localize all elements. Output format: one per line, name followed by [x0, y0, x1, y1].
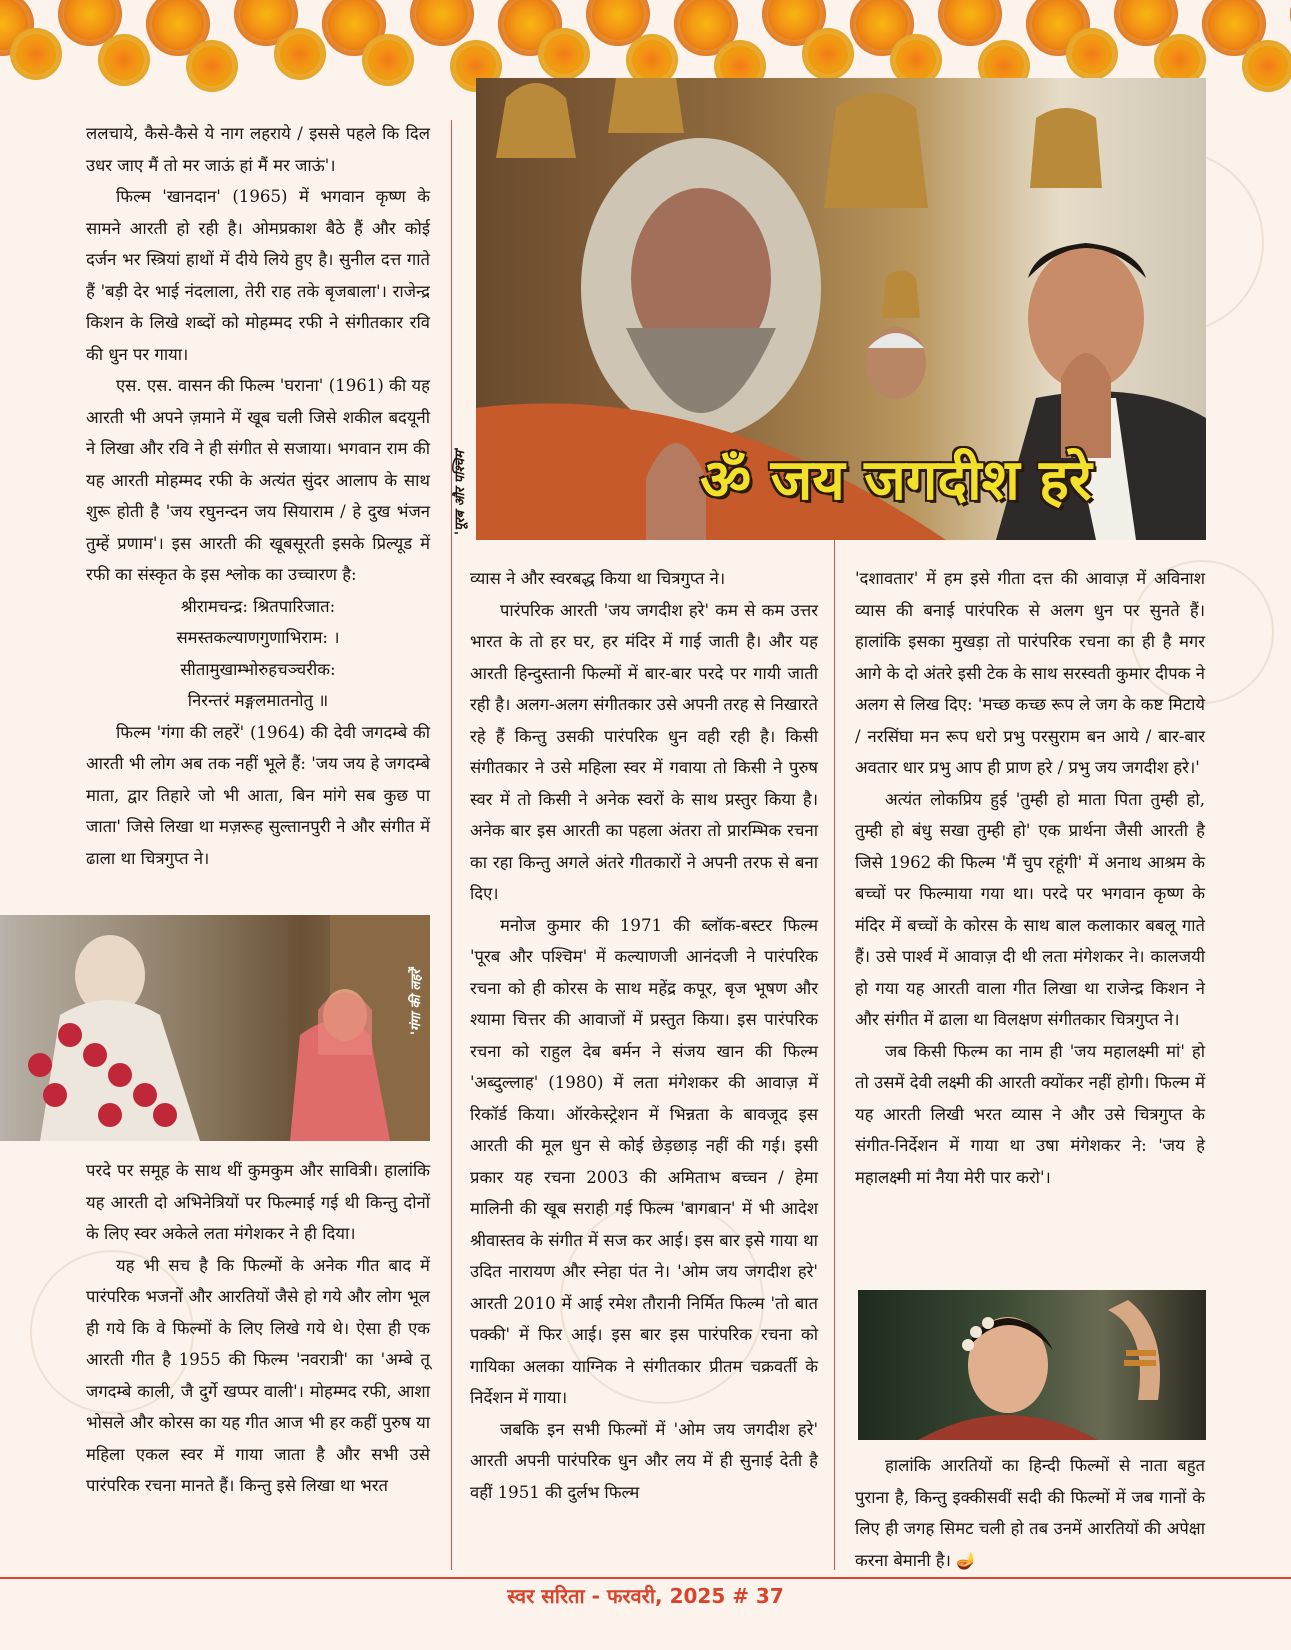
shloka-line: श्रीरामचन्द्र: श्रितपारिजात: [180, 596, 336, 616]
column-2 [470, 563, 818, 1508]
paragraph: फिल्म 'गंगा की लहरें' (1964) की देवी जगदम्बे की आरती भी लोग अब तक नहीं भूले हैं: 'जय जय हे जगदम्बे माता, द्वार तिहारे जो भी आता, बिन मांगे सब कुछ पा जाता' जिसे लिखा था मज़रूह सुल्तानपुरी ने और संगीत में ढाला था चित्रगुप्त ने। [86, 722, 430, 868]
shloka-line: निरन्तरं मङ्गलमातनोतु ॥ [187, 691, 329, 710]
marigold-flower [98, 34, 150, 86]
column-1-bottom [86, 1155, 430, 1502]
paragraph: व्यास ने और स्वरबद्ध किया था चित्रगुप्त ने। [470, 569, 726, 588]
page-footer: स्वर सरिता - फरवरी, 2025 # 37 [507, 1584, 784, 1608]
photo-caption: 'पूरब और पश्चिम' [453, 446, 468, 535]
marigold-flower [538, 28, 590, 80]
footer-rule [0, 1577, 1291, 1579]
film-still-illustration [858, 1290, 1206, 1440]
shloka-line: समस्तकल्याणगुणाभिराम: । [176, 628, 340, 647]
paragraph: ललचाये, कैसे-कैसे ये नाग लहराये / इससे पहले कि दिल उधर जाए मैं तो मर जाऊं हां मैं मर जाऊं'। [86, 124, 430, 175]
paragraph: जब किसी फिल्म का नाम ही 'जय महालक्ष्मी मां' हो तो उसमें देवी लक्ष्मी की आरती क्योंकर नहीं होगी। फिल्म में यह आरती लिखी भरत व्यास ने और उसे चित्रगुप्त के संगीत-निर्देशन में गाया था उषा मंगेशकर ने: 'जय हे महालक्ष्मी मां नैया मेरी पार करो'। [855, 1041, 1205, 1187]
shloka-line: सीतामुखाम्भोरुहचञ्चरीक: [180, 659, 336, 679]
shloka [86, 591, 430, 717]
paragraph [855, 1450, 1205, 1576]
diya-icon: 🪔 [956, 1550, 977, 1570]
marigold-flower [1066, 28, 1118, 80]
paragraph-text: हालांकि आरतियों का हिन्दी फिल्मों से नाता बहुत पुराना है, किन्तु इक्कीसवीं सदी की फिल्मों में जब गानों के लिए ही जगह सिमट चली हो तब उनमें आरतियों की अपेक्षा करना बेमानी है। [855, 1456, 1205, 1570]
film-still-illustration [0, 915, 430, 1141]
marigold-flower [802, 28, 854, 80]
film-still-ganga-ki-lehren [0, 915, 430, 1141]
marigold-flower [1242, 40, 1291, 92]
column-divider [834, 540, 835, 1570]
paragraph: परदे पर समूह के साथ थीं कुमकुम और सावित्री। हालांकि यह आरती दो अभिनेत्रियों पर फिल्माई गई थी किन्तु दोनों के लिए स्वर अकेले लता मंगेशकर ने ही दिया। [86, 1161, 430, 1243]
marigold-flower [410, 0, 474, 46]
paragraph: जबकि इन सभी फिल्मों में 'ओम जय जगदीश हरे' आरती अपनी पारंपरिक धुन और लय में ही सुनाई देती है वहीं 1951 की दुर्लभ फिल्म [470, 1419, 818, 1502]
marigold-flower [274, 28, 326, 80]
film-still-jai-mahalaxmi-maa [858, 1290, 1206, 1440]
column-divider [451, 120, 452, 1570]
paragraph: पारंपरिक आरती 'जय जगदीश हरे' कम से कम उत्तर भारत के तो हर घर, हर मंदिर में गाई जाती है। और यह आरती हिन्दुस्तानी फिल्मों में बार-बार परदे पर गायी जाती रही है। अलग-अलग संगीतकार उसे अपनी तरह से निखारते रहे हैं किन्तु उसकी पारंपरिक धुन वही रही है। किसी संगीतकार ने उसे महिला स्वर में गवाया तो किसी ने पुरुष स्वर में तो किसी ने अनेक स्वरों के साथ प्रस्तुर किया है। अनेक बार इस आरती का पहला अंतरा तो प्रारम्भिक रचना का रहा किन्तु अगले अंतरे गीतकारों ने अपनी तरफ से बना दिए। [470, 600, 818, 903]
column-3-end [855, 1450, 1205, 1576]
marigold-flower [362, 34, 414, 86]
photo-caption: 'गंगा की लहरें' [409, 965, 424, 1035]
paragraph: फिल्म 'खानदान' (1965) में भगवान कृष्ण के सामने आरती हो रही है। ओमप्रकाश बैठे हैं और कोई दर्जन भर स्त्रियां हाथों में दीये लिये हुए है। सुनील दत्त गाते हैं 'बड़ी देर भाई नंदलाला, तेरी राह तके बृजबाला'। राजेन्द्र किशन के लिखे शब्दों को मोहम्मद रफी ने संगीतकार रवि की धुन पर गाया। [86, 187, 430, 364]
column-3 [855, 563, 1205, 1193]
marigold-flower [10, 28, 62, 80]
paragraph: यह भी सच है कि फिल्मों के अनेक गीत बाद में पारंपरिक भजनों और आरतियों जैसे हो गये और लोग भूल ही गये कि वे फिल्मों के लिए लिखे गये थे। ऐसा ही एक आरती गीत है 1955 की फिल्म 'नवरात्री' का 'अम्बे तू जगदम्बे काली, जै दुर्गे खप्पर वाली'। मोहम्मद रफी, आशा भोसले और कोरस का यह गीत आज भी हर कहीं पुरुष या महिला एकल स्वर में गाया जाता है और सभी उसे पारंपरिक रचना मानते हैं। किन्तु इसे लिखा था भरत [86, 1255, 430, 1495]
paragraph: एस. एस. वासन की फिल्म 'घराना' (1961) की यह आरती भी अपने ज़माने में खूब चली जिसे शकील बदयूनी ने लिखा और रवि ने ही संगीत से सजाया। भगवान राम की यह आरती मोहम्मद रफी के अत्यंत सुंदर आलाप के साथ शुरू होती है 'जय रघुनन्दन जय सियाराम / हे दुख भंजन तुम्हें प्रणाम'। इस आरती की खूबसूरती इसके प्रिल्यूड में रफी का संस्कृत के इस श्लोक का उच्चारण है: [86, 376, 430, 584]
column-1-top [86, 118, 430, 874]
paragraph: 'दशावतार' में हम इसे गीता दत्त की आवाज़ में अविनाश व्यास की बनाई पारंपरिक से अलग धुन पर सुनते हैं। हालांकि इसका मुखड़ा तो पारंपरिक रचना का ही है मगर आगे के दो अंतरे इसी टेक के साथ सरस्वती कुमार दीपक ने अलग से लिख दिए: 'मच्छ कच्छ रूप ले जग के कष्ट मिटाये / नरसिंघा मन रूप धरो प्रभु परसुराम बन आये / बार-बार अवतार धार प्रभु आप ही प्राण हरे / प्रभु जय जगदीश हरे।' [855, 569, 1205, 777]
marigold-flower [938, 0, 1002, 46]
film-title-overlay: ॐ जय जगदीश हरे [700, 448, 1092, 513]
paragraph: मनोज कुमार की 1971 की ब्लॉक-बस्टर फिल्म 'पूरब और पश्चिम' में कल्याणजी आनंदजी ने पारंपरिक रचना को ही कोरस के साथ महेंद्र कपूर, बृज भूषण और श्यामा चित्तर की आवाजों में प्रस्तुत किया। इस पारंपरिक रचना को राहुल देब बर्मन ने संजय खान की फिल्म 'अब्दुल्लाह' (1980) में लता मंगेशकर की आवाज़ में रिकॉर्ड किया। ऑरकेस्ट्रेशन में भिन्नता के बावजूद इस आरती की मूल धुन से कोई छेड़छाड़ नहीं की गई। इसी प्रकार यह रचना 2003 की अमिताभ बच्चन / हेमा मालिनी की खूब सराही गई फिल्म 'बागबान' में भी आदेश श्रीवास्तव के संगीत में सज कर आई। इस बार इसे गाया था उदित नारायण और स्नेहा पंत ने। 'ओम जय जगदीश हरे' आरती 2010 में आई रमेश तौरानी निर्मित फिल्म 'तो बात पक्की' में फिर आई। इस बार इस पारंपरिक रचना को गायिका अलका याग्निक ने संगीतकार प्रीतम चक्रवर्ती के निर्देशन में गाया। [470, 915, 818, 1407]
film-still-purab-aur-paschim [476, 78, 1206, 540]
marigold-flower [186, 40, 238, 92]
paragraph: अत्यंत लोकप्रिय हुई 'तुम्ही हो माता पिता तुम्ही हो, तुम्ही हो बंधु सखा तुम्ही हो' एक प्रार्थना जैसी आरती है जिसे 1962 की फिल्म 'मैं चुप रहूंगी' में अनाथ आश्रम के बच्चों पर फिल्माया गया था। परदे पर भगवान कृष्ण के मंदिर में बच्चों के कोरस के साथ बाल कलाकार बबलू गाते हैं। उसे पार्श्व में आवाज़ दी थी लता मंगेशकर ने। कालजयी हो गया यह आरती वाला गीत लिखा था राजेन्द्र किशन ने और संगीत में ढाला था विलक्षण संगीतकार चित्रगुप्त ने। [855, 789, 1205, 1029]
